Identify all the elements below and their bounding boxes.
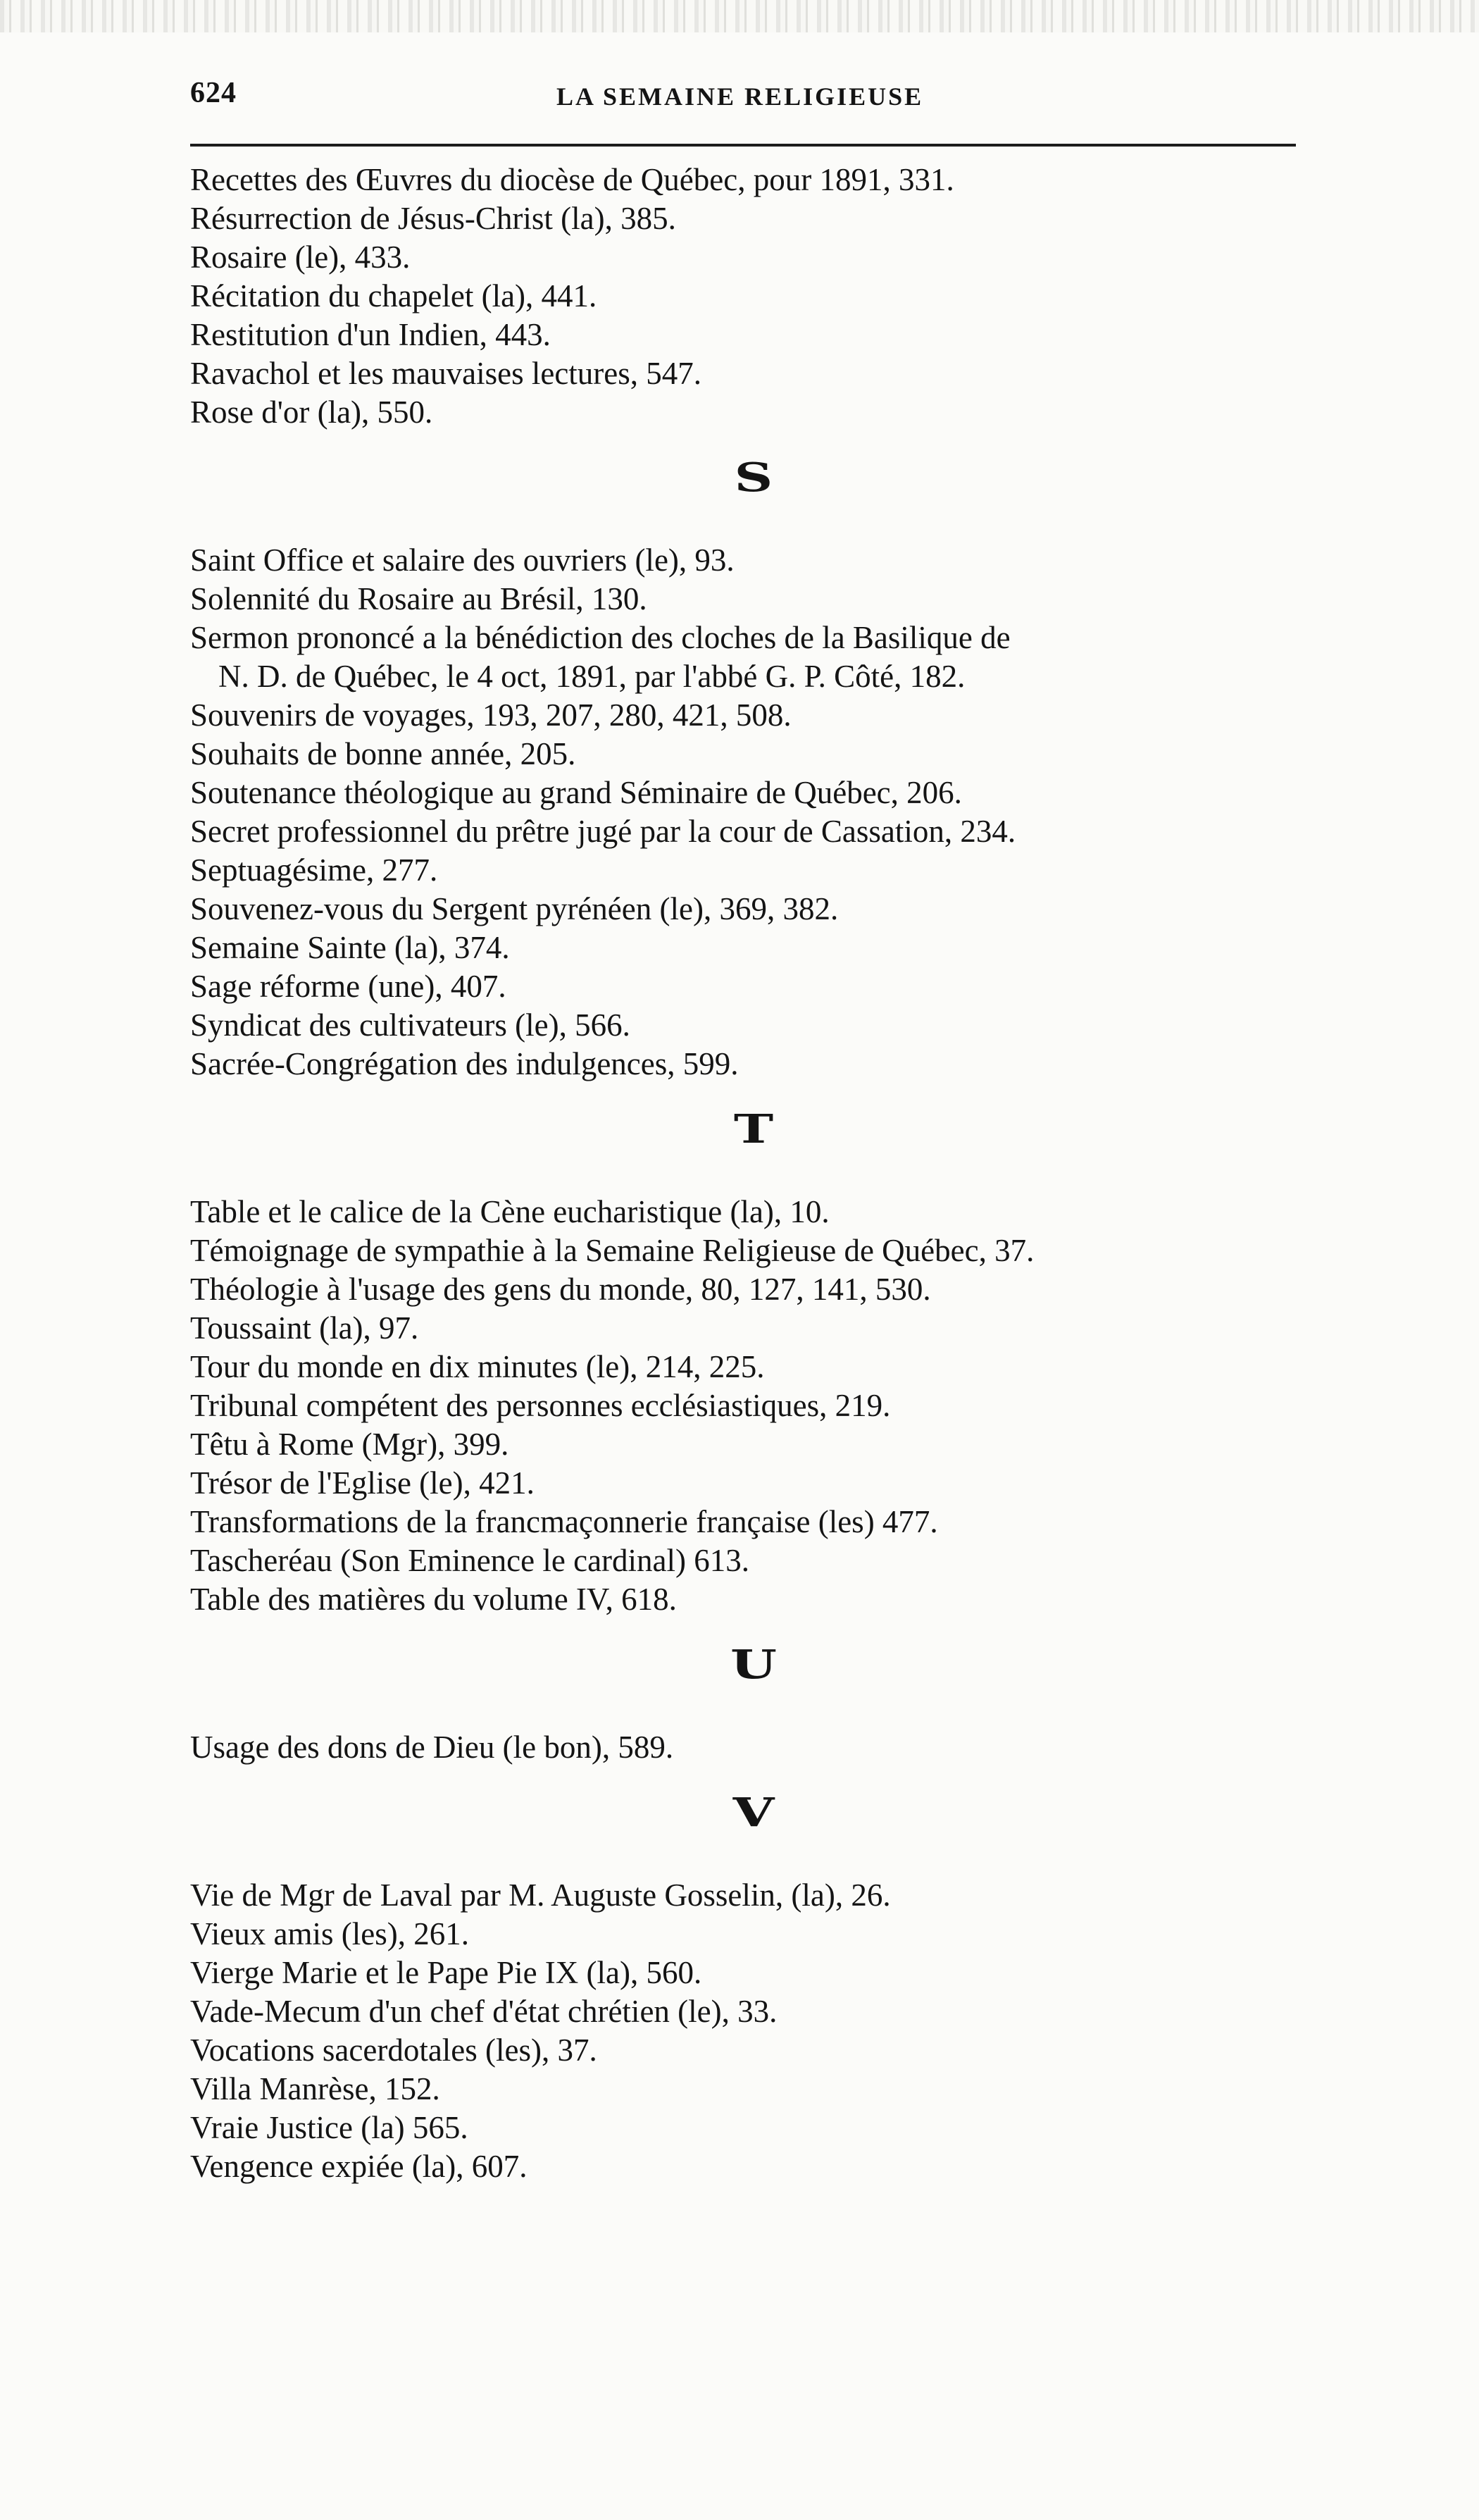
- page-header: [190, 76, 1296, 118]
- index-entry: Souvenirs de voyages, 193, 207, 280, 421, 508.: [190, 697, 792, 733]
- index-entry: Tribunal compétent des personnes ecclésiastiques, 219.: [190, 1388, 891, 1423]
- index-entry: Secret professionnel du prêtre jugé par la cour de Cassation, 234.: [190, 814, 1016, 849]
- index-entry: Vie de Mgr de Laval par M. Auguste Gosselin, (la), 26.: [190, 1877, 891, 1913]
- index-entry: Vade-Mecum d'un chef d'état chrétien (le), 33.: [190, 1994, 778, 2029]
- index-entry: Vengence expiée (la), 607.: [190, 2149, 528, 2184]
- section-letter: V: [732, 1789, 775, 1836]
- index-entry: Vocations sacerdotales (les), 37.: [190, 2032, 597, 2068]
- index-entry: Restitution d'un Indien, 443.: [190, 317, 551, 352]
- index-entry: Tascheréau (Son Eminence le cardinal) 613.: [190, 1543, 750, 1578]
- index-entry: Table et le calice de la Cène eucharistique (la), 10.: [190, 1194, 830, 1229]
- index-section-u: [190, 1641, 1317, 1767]
- index-entry: Vraie Justice (la) 565.: [190, 2110, 468, 2145]
- index-entry: Septuagésime, 277.: [190, 852, 438, 888]
- index-entry: Sacrée-Congrégation des indulgences, 599.: [190, 1046, 739, 1081]
- header-rule: [190, 144, 1296, 147]
- index-entry: Saint Office et salaire des ouvriers (le), 93.: [190, 542, 735, 578]
- running-title: LA SEMAINE RELIGIEUSE: [556, 82, 924, 111]
- index-entry: Soutenance théologique au grand Séminaire de Québec, 206.: [190, 775, 962, 810]
- index-section-s: [190, 454, 1317, 1084]
- index-entry: Sage réforme (une), 407.: [190, 969, 506, 1004]
- index-entry: Témoignage de sympathie à la Semaine Religieuse de Québec, 37.: [190, 1233, 1035, 1268]
- index-body: [190, 161, 1317, 2186]
- section-letter: U: [730, 1641, 777, 1688]
- index-entry: Semaine Sainte (la), 374.: [190, 930, 510, 965]
- index-entry: Villa Manrèse, 152.: [190, 2071, 440, 2106]
- index-entry: Trésor de l'Eglise (le), 421.: [190, 1465, 535, 1501]
- index-entry: Solennité du Rosaire au Brésil, 130.: [190, 581, 647, 616]
- index-section-r-cont: [190, 161, 1317, 432]
- section-letter: T: [733, 1106, 774, 1153]
- index-entry: Tour du monde en dix minutes (le), 214, 225.: [190, 1349, 765, 1384]
- index-entry: Récitation du chapelet (la), 441.: [190, 278, 597, 314]
- index-entry: N. D. de Québec, le 4 oct, 1891, par l'abbé G. P. Côté, 182.: [218, 659, 966, 694]
- index-entry: Usage des dons de Dieu (le bon), 589.: [190, 1730, 674, 1765]
- index-entry: Têtu à Rome (Mgr), 399.: [190, 1427, 509, 1462]
- index-entry: Toussaint (la), 97.: [190, 1310, 419, 1346]
- index-entry: Vieux amis (les), 261.: [190, 1916, 469, 1951]
- index-section-v: [190, 1789, 1317, 2186]
- index-entry: Table des matières du volume IV, 618.: [190, 1582, 677, 1617]
- scan-edge-noise: [0, 0, 1479, 32]
- index-entry: Syndicat des cultivateurs (le), 566.: [190, 1007, 630, 1043]
- index-entry: Théologie à l'usage des gens du monde, 80, 127, 141, 530.: [190, 1272, 931, 1307]
- index-entry: Résurrection de Jésus-Christ (la), 385.: [190, 201, 676, 236]
- index-entry: Recettes des Œuvres du diocèse de Québec, pour 1891, 331.: [190, 162, 954, 197]
- index-section-t: [190, 1108, 1317, 1619]
- index-entry: Rose d'or (la), 550.: [190, 395, 433, 430]
- index-entry: Transformations de la francmaçonnerie française (les) 477.: [190, 1504, 938, 1539]
- index-entry: Vierge Marie et le Pape Pie IX (la), 560.: [190, 1955, 702, 1990]
- section-letter: S: [734, 454, 773, 501]
- index-entry: Rosaire (le), 433.: [190, 240, 411, 275]
- index-entry: Sermon prononcé a la bénédiction des cloches de la Basilique de: [190, 620, 1011, 655]
- index-entry: Ravachol et les mauvaises lectures, 547.: [190, 356, 702, 391]
- page-number: 624: [190, 77, 237, 109]
- index-entry: Souhaits de bonne année, 205.: [190, 736, 576, 771]
- index-entry: Souvenez-vous du Sergent pyrénéen (le), 369, 382.: [190, 891, 839, 926]
